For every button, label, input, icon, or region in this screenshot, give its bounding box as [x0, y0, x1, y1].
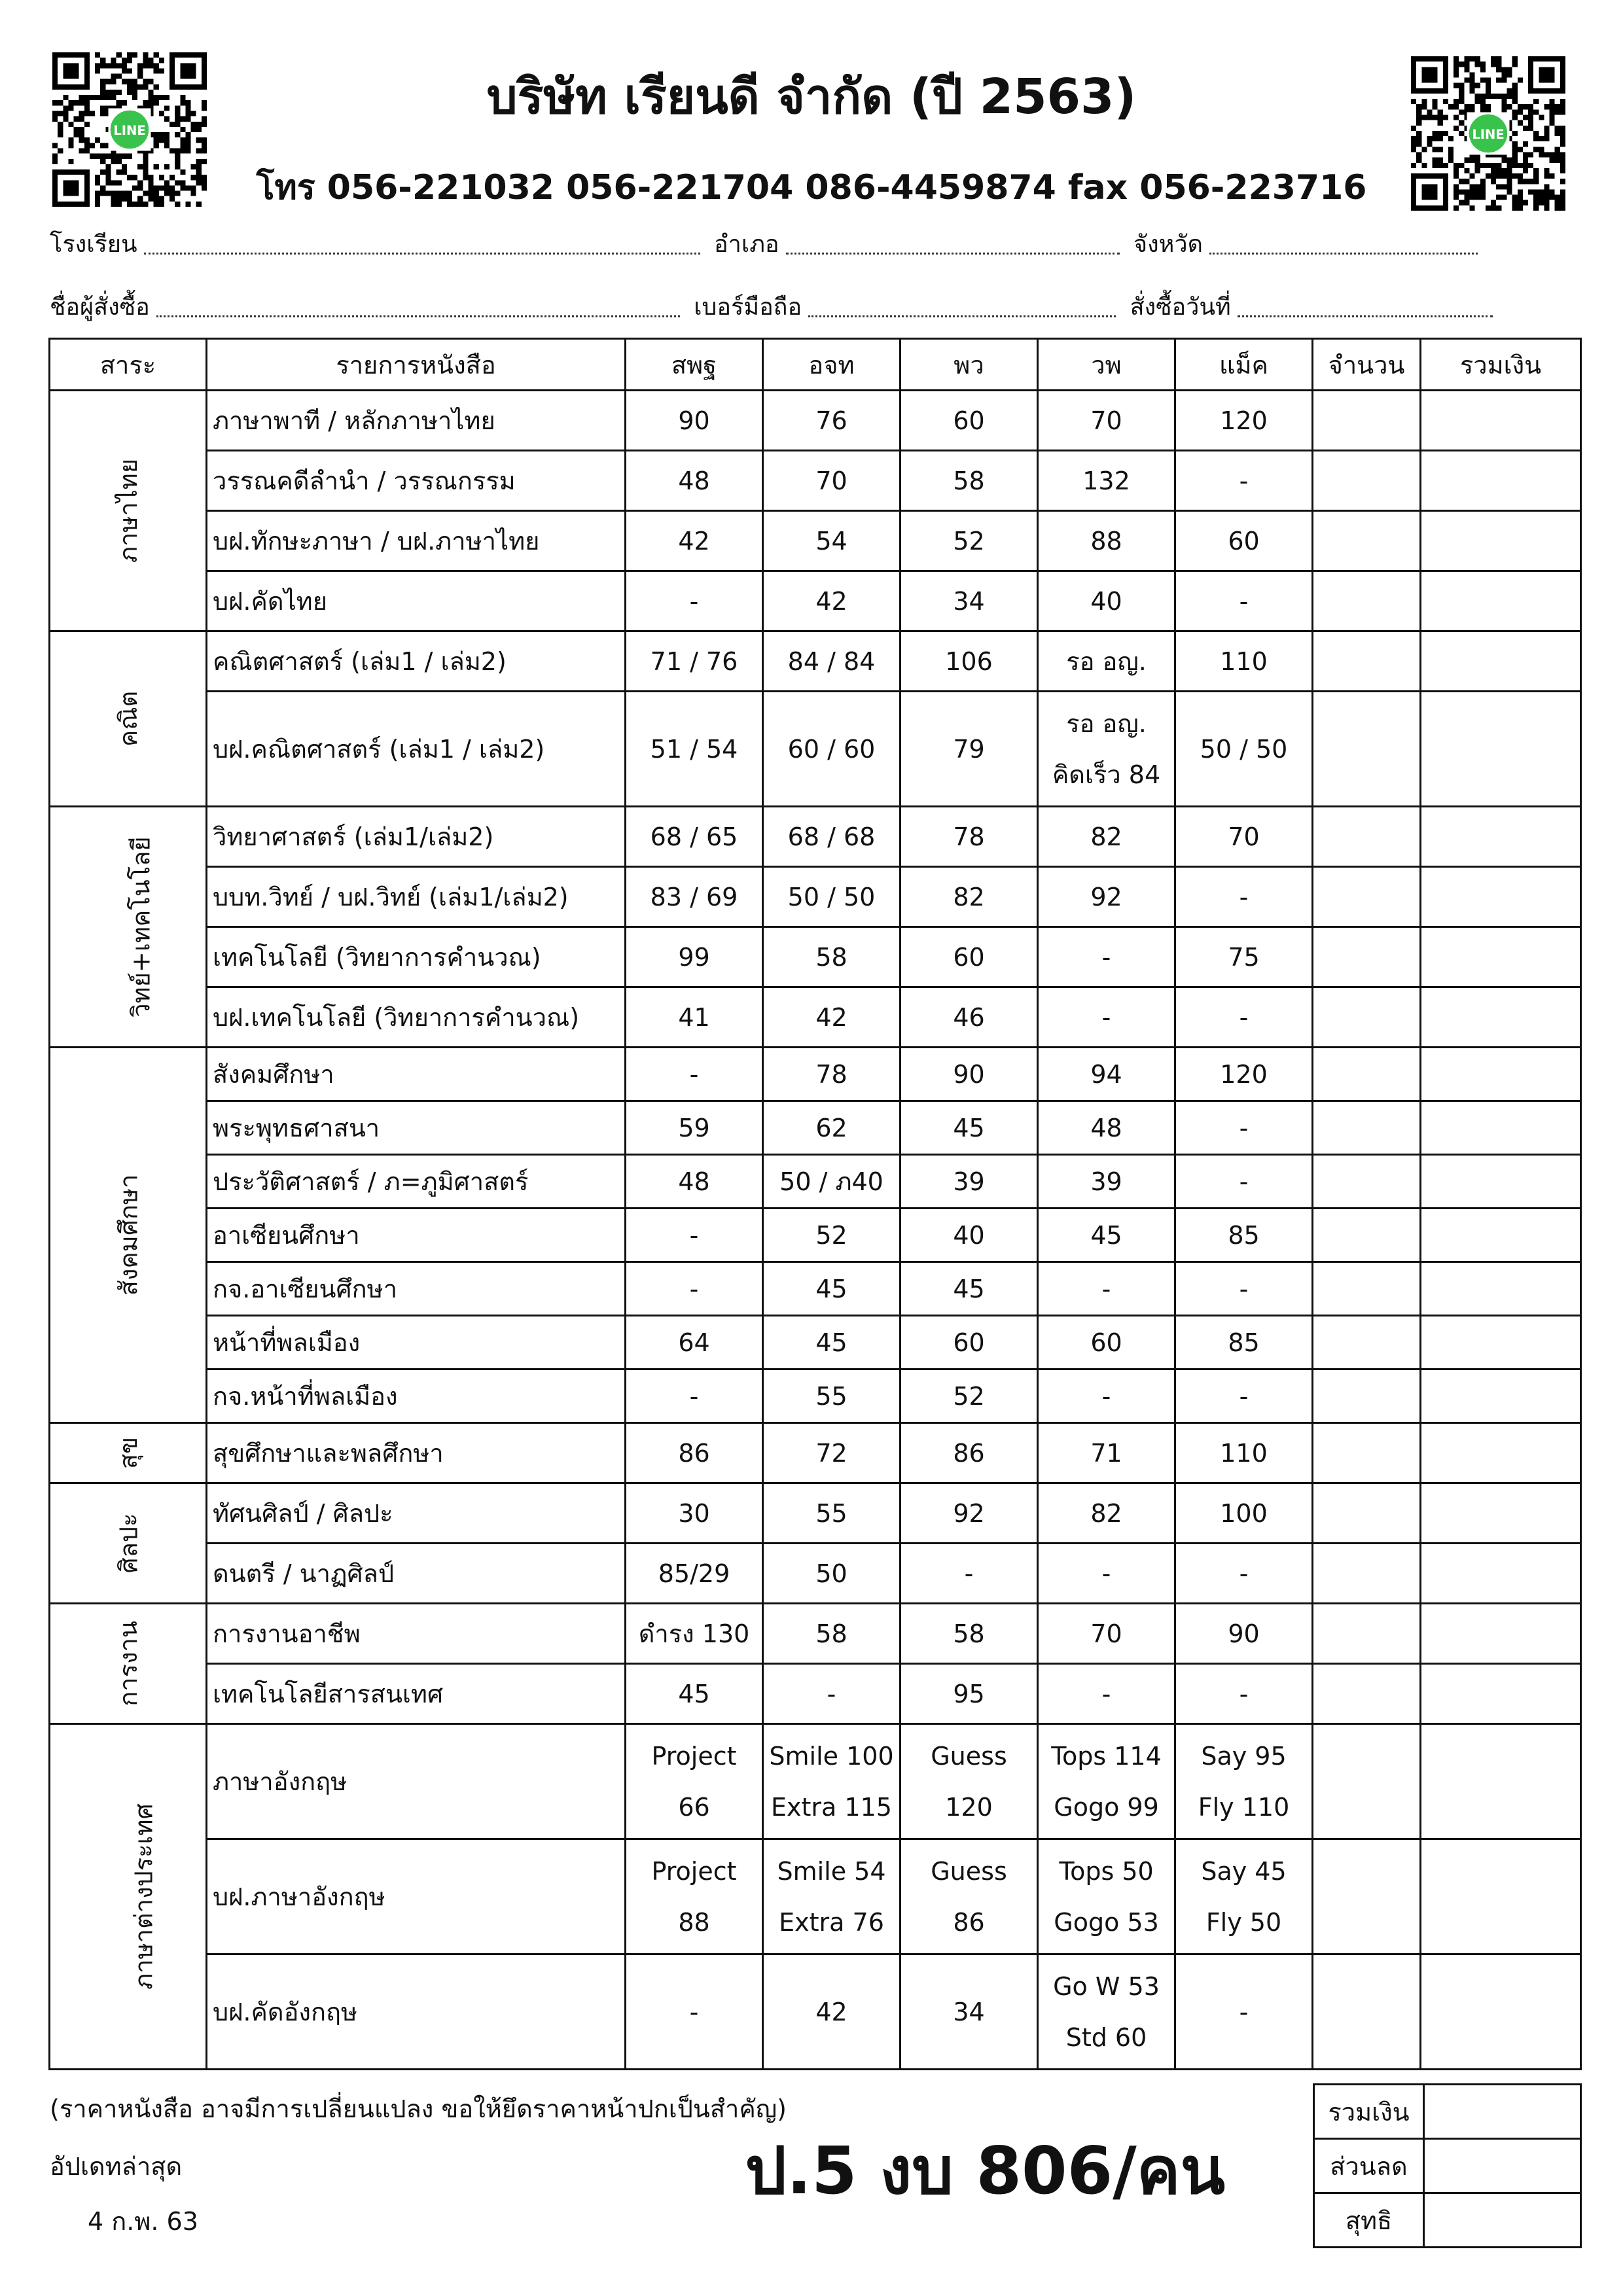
- price-cell: 78: [901, 807, 1038, 867]
- amount-cell[interactable]: [1421, 1483, 1581, 1544]
- net-label: สุทธิ: [1314, 2193, 1424, 2248]
- price-cell: -: [626, 1209, 763, 1262]
- amount-cell[interactable]: [1421, 571, 1581, 631]
- orderer-label: ชื่อผู้สั่งซื้อ: [50, 294, 150, 321]
- price-cell: -: [626, 1048, 763, 1101]
- book-title: บฝ.ทักษะภาษา / บฝ.ภาษาไทย: [207, 511, 626, 571]
- price-cell: 99: [626, 927, 763, 987]
- price-cell: -: [626, 1954, 763, 2070]
- amount-cell[interactable]: [1421, 1724, 1581, 1839]
- contact-phone: โทร 056-221032 056-221704 086-4459874 fax 056-223716: [256, 168, 1367, 207]
- column-header: แม็ค: [1175, 339, 1313, 391]
- table-row: [50, 987, 1581, 1048]
- company-title: บริษัท เรียนดี จำกัด (ปี 2563): [486, 69, 1137, 125]
- amount-cell[interactable]: [1421, 511, 1581, 571]
- province-field[interactable]: [1209, 237, 1478, 255]
- price-cell: 71 / 76: [626, 631, 763, 692]
- price-cell: 68 / 65: [626, 807, 763, 867]
- subject-label: ศิลปะ: [113, 1513, 143, 1574]
- form-row-orderer: [50, 288, 1499, 325]
- quantity-cell[interactable]: [1313, 692, 1421, 807]
- orderer-field[interactable]: [156, 300, 680, 317]
- table-row: [50, 1724, 1581, 1839]
- amount-cell[interactable]: [1421, 867, 1581, 927]
- amount-cell[interactable]: [1421, 1369, 1581, 1423]
- price-cell: -: [1175, 867, 1313, 927]
- price-cell: Guess 86: [901, 1839, 1038, 1954]
- amount-cell[interactable]: [1421, 1155, 1581, 1209]
- price-cell: 41: [626, 987, 763, 1048]
- price-cell: -: [1038, 1664, 1175, 1724]
- amount-cell[interactable]: [1421, 1262, 1581, 1316]
- price-cell: Tops 114 Gogo 99: [1038, 1724, 1175, 1839]
- book-title: การงานอาชีพ: [207, 1604, 626, 1664]
- order-date-label: สั่งซื้อวันที่: [1130, 294, 1231, 321]
- subject-cell: [50, 1048, 207, 1423]
- table-row: [50, 1839, 1581, 1954]
- price-cell: 82: [1038, 807, 1175, 867]
- discount-value-cell[interactable]: [1424, 2139, 1581, 2193]
- net-value-cell[interactable]: [1424, 2193, 1581, 2248]
- amount-cell[interactable]: [1421, 1664, 1581, 1724]
- price-cell: 70: [1038, 1604, 1175, 1664]
- price-cell: -: [1038, 1544, 1175, 1604]
- price-cell: 58: [763, 927, 901, 987]
- price-cell: Smile 100 Extra 115: [763, 1724, 901, 1839]
- price-cell: -: [1175, 1155, 1313, 1209]
- table-row: [50, 1262, 1581, 1316]
- price-cell: -: [1175, 1544, 1313, 1604]
- price-cell: 60: [1038, 1316, 1175, 1369]
- grade-budget: ป.5 งบ 806/คน: [745, 2132, 1225, 2209]
- book-title: เทคโนโลยีสารสนเทศ: [207, 1664, 626, 1724]
- price-cell: 59: [626, 1101, 763, 1155]
- price-cell: 50 / ภ40: [763, 1155, 901, 1209]
- price-cell: 46: [901, 987, 1038, 1048]
- price-cell: 39: [1038, 1155, 1175, 1209]
- book-price-table: [48, 338, 1582, 2070]
- price-cell: 58: [901, 1604, 1038, 1664]
- price-cell: 52: [901, 1369, 1038, 1423]
- book-title: บฝ.คัดอังกฤษ: [207, 1954, 626, 2070]
- amount-cell[interactable]: [1421, 1423, 1581, 1483]
- update-date: 4 ก.พ. 63: [88, 2207, 198, 2236]
- amount-cell[interactable]: [1421, 1604, 1581, 1664]
- table-row: [50, 1155, 1581, 1209]
- quantity-cell[interactable]: [1313, 571, 1421, 631]
- table-row: [50, 631, 1581, 692]
- quantity-cell[interactable]: [1313, 1724, 1421, 1839]
- price-cell: 92: [901, 1483, 1038, 1544]
- amount-cell[interactable]: [1421, 1101, 1581, 1155]
- book-title: หน้าที่พลเมือง: [207, 1316, 626, 1369]
- column-header: สาระ: [50, 339, 207, 391]
- amount-cell[interactable]: [1421, 1316, 1581, 1369]
- form-row-school: [50, 225, 1484, 262]
- net-row: [1314, 2193, 1581, 2248]
- book-title: คณิตศาสตร์ (เล่ม1 / เล่ม2): [207, 631, 626, 692]
- price-cell: 64: [626, 1316, 763, 1369]
- price-cell: -: [1175, 987, 1313, 1048]
- total-value-cell[interactable]: [1424, 2085, 1581, 2139]
- table-row: [50, 692, 1581, 807]
- price-cell: -: [1175, 451, 1313, 511]
- amount-cell[interactable]: [1421, 692, 1581, 807]
- price-cell: 84 / 84: [763, 631, 901, 692]
- price-cell: 40: [901, 1209, 1038, 1262]
- price-cell: 48: [626, 451, 763, 511]
- price-cell: 78: [763, 1048, 901, 1101]
- district-label: อำเภอ: [714, 231, 779, 258]
- book-title: ทัศนศิลป์ / ศิลปะ: [207, 1483, 626, 1544]
- price-cell: 60: [901, 391, 1038, 451]
- price-cell: 83 / 69: [626, 867, 763, 927]
- discount-label: ส่วนลด: [1314, 2139, 1424, 2193]
- price-cell: 85: [1175, 1316, 1313, 1369]
- quantity-cell[interactable]: [1313, 1604, 1421, 1664]
- price-cell: 34: [901, 1954, 1038, 2070]
- book-title: เทคโนโลยี (วิทยาการคำนวณ): [207, 927, 626, 987]
- province-label: จังหวัด: [1133, 231, 1203, 258]
- price-cell: ดำรง 130: [626, 1604, 763, 1664]
- discount-row: [1314, 2139, 1581, 2193]
- price-cell: 52: [901, 511, 1038, 571]
- price-cell: -: [1038, 1369, 1175, 1423]
- price-cell: 120: [1175, 1048, 1313, 1101]
- column-header: วพ: [1038, 339, 1175, 391]
- subject-label: คณิต: [113, 690, 143, 747]
- price-cell: 92: [1038, 867, 1175, 927]
- price-cell: -: [1175, 1369, 1313, 1423]
- quantity-cell[interactable]: [1313, 631, 1421, 692]
- quantity-cell[interactable]: [1313, 511, 1421, 571]
- book-title: กจ.อาเซียนศึกษา: [207, 1262, 626, 1316]
- quantity-cell[interactable]: [1313, 1262, 1421, 1316]
- price-cell: -: [1175, 571, 1313, 631]
- book-title: บบท.วิทย์ / บฝ.วิทย์ (เล่ม1/เล่ม2): [207, 867, 626, 927]
- price-cell: 70: [1038, 391, 1175, 451]
- book-title: สังคมศึกษา: [207, 1048, 626, 1101]
- table-row: [50, 391, 1581, 451]
- price-cell: 45: [763, 1316, 901, 1369]
- price-cell: 110: [1175, 631, 1313, 692]
- price-cell: 88: [1038, 511, 1175, 571]
- quantity-cell[interactable]: [1313, 1316, 1421, 1369]
- subject-label: ภาษาต่างประเทศ: [129, 1803, 158, 1990]
- price-cell: 60: [1175, 511, 1313, 571]
- table-row: [50, 1664, 1581, 1724]
- price-cell: Project 66: [626, 1724, 763, 1839]
- subject-label: วิทย์+เทคโนโลยี: [126, 836, 156, 1017]
- subject-label: การงาน: [114, 1621, 143, 1706]
- school-field[interactable]: [144, 237, 700, 255]
- price-cell: 85/29: [626, 1544, 763, 1604]
- subject-label: สุข: [113, 1436, 143, 1470]
- price-cell: 60: [901, 927, 1038, 987]
- column-header: อจท: [763, 339, 901, 391]
- book-title: บฝ.เทคโนโลยี (วิทยาการคำนวณ): [207, 987, 626, 1048]
- quantity-cell[interactable]: [1313, 1544, 1421, 1604]
- price-cell: 40: [1038, 571, 1175, 631]
- price-cell: 68 / 68: [763, 807, 901, 867]
- price-cell: 50 / 50: [763, 867, 901, 927]
- amount-cell[interactable]: [1421, 987, 1581, 1048]
- table-header-row: [50, 339, 1581, 391]
- price-cell: 50 / 50: [1175, 692, 1313, 807]
- price-cell: 58: [901, 451, 1038, 511]
- subject-label: สังคมศึกษา: [113, 1174, 143, 1296]
- subject-cell: [50, 1604, 207, 1724]
- quantity-cell[interactable]: [1313, 1101, 1421, 1155]
- price-cell: -: [626, 1369, 763, 1423]
- line-logo-label: LINE: [1472, 127, 1505, 143]
- column-header: รายการหนังสือ: [207, 339, 626, 391]
- table-row: [50, 1048, 1581, 1101]
- table-row: [50, 1316, 1581, 1369]
- price-cell: 55: [763, 1369, 901, 1423]
- price-cell: 30: [626, 1483, 763, 1544]
- price-cell: 85: [1175, 1209, 1313, 1262]
- price-cell: 45: [901, 1101, 1038, 1155]
- table-row: [50, 1209, 1581, 1262]
- amount-cell[interactable]: [1421, 631, 1581, 692]
- price-cell: 106: [901, 631, 1038, 692]
- table-row: [50, 451, 1581, 511]
- price-cell: -: [626, 571, 763, 631]
- price-cell: 45: [763, 1262, 901, 1316]
- price-cell: 48: [1038, 1101, 1175, 1155]
- price-cell: 50: [763, 1544, 901, 1604]
- book-title: อาเซียนศึกษา: [207, 1209, 626, 1262]
- price-cell: Project 88: [626, 1839, 763, 1954]
- mobile-field[interactable]: [808, 300, 1116, 317]
- price-cell: 55: [763, 1483, 901, 1544]
- book-title: วิทยาศาสตร์ (เล่ม1/เล่ม2): [207, 807, 626, 867]
- total-row: [1314, 2085, 1581, 2139]
- book-title: ดนตรี / นาฏศิลป์: [207, 1544, 626, 1604]
- quantity-cell[interactable]: [1313, 867, 1421, 927]
- book-title: ประวัติศาสตร์ / ภ=ภูมิศาสตร์: [207, 1155, 626, 1209]
- price-cell: 42: [763, 571, 901, 631]
- price-cell: 79: [901, 692, 1038, 807]
- price-note: (ราคาหนังสือ อาจมีการเปลี่ยนแปลง ขอให้ยึดราคาหน้าปกเป็นสำคัญ): [50, 2094, 787, 2123]
- price-cell: 86: [626, 1423, 763, 1483]
- quantity-cell[interactable]: [1313, 1483, 1421, 1544]
- price-cell: 110: [1175, 1423, 1313, 1483]
- quantity-cell[interactable]: [1313, 1954, 1421, 2070]
- price-cell: 75: [1175, 927, 1313, 987]
- quantity-cell[interactable]: [1313, 1664, 1421, 1724]
- quantity-cell[interactable]: [1313, 451, 1421, 511]
- price-cell: รอ อญ. คิดเร็ว 84: [1038, 692, 1175, 807]
- price-cell: -: [1038, 987, 1175, 1048]
- book-title: บฝ.คณิตศาสตร์ (เล่ม1 / เล่ม2): [207, 692, 626, 807]
- price-cell: 39: [901, 1155, 1038, 1209]
- price-cell: 60 / 60: [763, 692, 901, 807]
- price-cell: -: [901, 1544, 1038, 1604]
- price-cell: 42: [763, 987, 901, 1048]
- subject-cell: [50, 807, 207, 1048]
- table-row: [50, 1101, 1581, 1155]
- mobile-label: เบอร์มือถือ: [694, 294, 802, 321]
- price-cell: Smile 54 Extra 76: [763, 1839, 901, 1954]
- price-cell: -: [1175, 1262, 1313, 1316]
- price-cell: 42: [626, 511, 763, 571]
- amount-cell[interactable]: [1421, 1048, 1581, 1101]
- table-row: [50, 1604, 1581, 1664]
- table-row: [50, 927, 1581, 987]
- price-cell: Guess 120: [901, 1724, 1038, 1839]
- book-title: บฝ.คัดไทย: [207, 571, 626, 631]
- price-cell: 90: [626, 391, 763, 451]
- amount-cell[interactable]: [1421, 1209, 1581, 1262]
- subject-cell: [50, 1483, 207, 1604]
- price-cell: 45: [901, 1262, 1038, 1316]
- price-cell: -: [1175, 1954, 1313, 2070]
- price-cell: 120: [1175, 391, 1313, 451]
- subject-cell: [50, 631, 207, 807]
- price-cell: 90: [901, 1048, 1038, 1101]
- price-cell: 70: [1175, 807, 1313, 867]
- subject-cell: [50, 1423, 207, 1483]
- column-header: สพฐ: [626, 339, 763, 391]
- table-row: [50, 1544, 1581, 1604]
- price-cell: -: [1038, 1262, 1175, 1316]
- table-row: [50, 1423, 1581, 1483]
- table-row: [50, 867, 1581, 927]
- table-row: [50, 511, 1581, 571]
- quantity-cell[interactable]: [1313, 927, 1421, 987]
- price-cell: -: [1175, 1101, 1313, 1155]
- table-row: [50, 1954, 1581, 2070]
- column-header: พว: [901, 339, 1038, 391]
- table-row: [50, 571, 1581, 631]
- price-cell: Say 95 Fly 110: [1175, 1724, 1313, 1839]
- district-field[interactable]: [786, 237, 1120, 255]
- price-cell: 58: [763, 1604, 901, 1664]
- amount-cell[interactable]: [1421, 1544, 1581, 1604]
- quantity-cell[interactable]: [1313, 807, 1421, 867]
- column-header: จำนวน: [1313, 339, 1421, 391]
- price-cell: 70: [763, 451, 901, 511]
- price-cell: 45: [1038, 1209, 1175, 1262]
- school-label: โรงเรียน: [50, 231, 137, 258]
- subject-cell: [50, 391, 207, 631]
- price-cell: 82: [1038, 1483, 1175, 1544]
- price-cell: 86: [901, 1423, 1038, 1483]
- column-header: รวมเงิน: [1421, 339, 1581, 391]
- price-cell: 95: [901, 1664, 1038, 1724]
- price-cell: รอ อญ.: [1038, 631, 1175, 692]
- book-title: บฝ.ภาษาอังกฤษ: [207, 1839, 626, 1954]
- quantity-cell[interactable]: [1313, 1369, 1421, 1423]
- price-cell: 90: [1175, 1604, 1313, 1664]
- order-date-field[interactable]: [1238, 300, 1493, 317]
- total-label: รวมเงิน: [1314, 2085, 1424, 2139]
- subject-label: ภาษาไทย: [113, 458, 143, 563]
- price-cell: 76: [763, 391, 901, 451]
- price-cell: 54: [763, 511, 901, 571]
- price-cell: 71: [1038, 1423, 1175, 1483]
- book-title: ภาษาอังกฤษ: [207, 1724, 626, 1839]
- price-cell: Say 45 Fly 50: [1175, 1839, 1313, 1954]
- quantity-cell[interactable]: [1313, 1423, 1421, 1483]
- quantity-cell[interactable]: [1313, 1155, 1421, 1209]
- totals-table: [1313, 2083, 1582, 2248]
- quantity-cell[interactable]: [1313, 1209, 1421, 1262]
- price-cell: 34: [901, 571, 1038, 631]
- price-cell: 52: [763, 1209, 901, 1262]
- line-logo-label: LINE: [113, 123, 146, 139]
- book-title: วรรณคดีลำนำ / วรรณกรรม: [207, 451, 626, 511]
- book-title: พระพุทธศาสนา: [207, 1101, 626, 1155]
- price-cell: 132: [1038, 451, 1175, 511]
- price-cell: 82: [901, 867, 1038, 927]
- table-row: [50, 807, 1581, 867]
- quantity-cell[interactable]: [1313, 987, 1421, 1048]
- price-cell: -: [1175, 1664, 1313, 1724]
- price-cell: 48: [626, 1155, 763, 1209]
- price-cell: 62: [763, 1101, 901, 1155]
- price-cell: 42: [763, 1954, 901, 2070]
- table-row: [50, 1369, 1581, 1423]
- amount-cell[interactable]: [1421, 1839, 1581, 1954]
- price-cell: 45: [626, 1664, 763, 1724]
- amount-cell[interactable]: [1421, 391, 1581, 451]
- book-title: กจ.หน้าที่พลเมือง: [207, 1369, 626, 1423]
- price-cell: Go W 53 Std 60: [1038, 1954, 1175, 2070]
- amount-cell[interactable]: [1421, 1954, 1581, 2070]
- quantity-cell[interactable]: [1313, 1839, 1421, 1954]
- amount-cell[interactable]: [1421, 927, 1581, 987]
- book-title: ภาษาพาที / หลักภาษาไทย: [207, 391, 626, 451]
- price-cell: 51 / 54: [626, 692, 763, 807]
- price-cell: 72: [763, 1423, 901, 1483]
- table-row: [50, 1483, 1581, 1544]
- book-title: สุขศึกษาและพลศึกษา: [207, 1423, 626, 1483]
- quantity-cell[interactable]: [1313, 391, 1421, 451]
- amount-cell[interactable]: [1421, 807, 1581, 867]
- price-cell: 100: [1175, 1483, 1313, 1544]
- update-label: อัปเดทล่าสุด: [50, 2152, 183, 2181]
- amount-cell[interactable]: [1421, 451, 1581, 511]
- price-cell: -: [763, 1664, 901, 1724]
- price-cell: Tops 50 Gogo 53: [1038, 1839, 1175, 1954]
- price-cell: -: [626, 1262, 763, 1316]
- price-cell: 60: [901, 1316, 1038, 1369]
- subject-cell: [50, 1724, 207, 2070]
- price-cell: 94: [1038, 1048, 1175, 1101]
- price-cell: -: [1038, 927, 1175, 987]
- quantity-cell[interactable]: [1313, 1048, 1421, 1101]
